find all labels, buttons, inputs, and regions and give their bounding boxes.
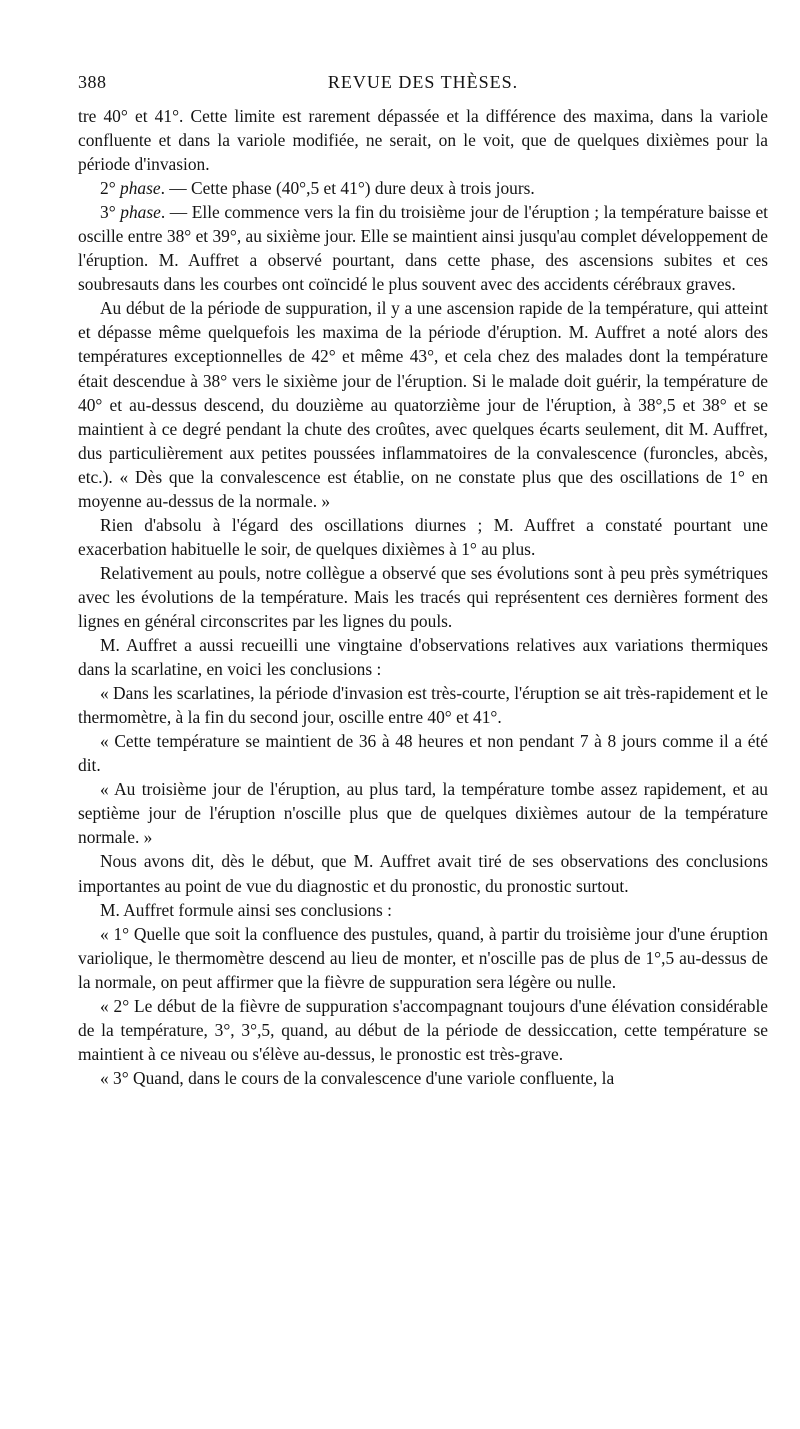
page-number: 388 [78,72,107,92]
body-text [78,104,768,1090]
paragraph-diurnal-oscillations: Rien d'absolu à l'égard des oscillations diurnes ; M. Auffret a constaté pourtant une exacerbation habituelle le soir, de quelques dixièmes à 1° au plus. [78,514,768,559]
running-title: REVUE DES THÈSES. [327,72,519,92]
paragraph-phase-3: 3° phase. — Elle commence vers la fin du troisième jour de l'éruption ; la température baisse et oscille entre 38° et 39°, au sixième jour. Elle se maintient ainsi jusqu'au complet développement de l'éruption. M. Auffret a observé pourtant, dans cette phase, des ascensions subites et ces soubresauts dans les courbes ont coïncidé le plus souvent avec des accidents cérébraux graves. [78,202,769,295]
paragraph-conclusion-1: « 1° Quelle que soit la confluence des pustules, quand, à partir du troisième jour d'une éruption variolique, le thermomètre descend au lieu de monter, et n'oscille pas de plus de 1°,5 au-dessus de la normale, on peut affirmer que la fièvre de suppuration sera légère ou nulle. [78,923,768,992]
paragraph-conclusions-intro: M. Auffret formule ainsi ses conclusions : [100,899,392,920]
paragraph-scarlatina-quote-2: « Cette température se maintient de 36 à 48 heures et non pendant 7 à 8 jours comme il a été dit. [78,731,768,776]
paragraph-conclusion-3: « 3° Quand, dans le cours de la convalescence d'une variole confluente, la [100,1067,615,1088]
paragraph-conclusion-2: « 2° Le début de la fièvre de suppuration s'accompagnant toujours d'une élévation considérable de la température, 3°, 3°,5, quand, au début de la période de dessiccation, cette température se maintient à ce niveau ou s'élève au-dessus, le pronostic est très-grave. [78,995,768,1064]
paragraph-phase-2: 2° phase. — Cette phase (40°,5 et 41°) dure deux à trois jours. [100,178,535,199]
paragraph-scarlatina-intro: M. Auffret a aussi recueilli une vingtaine d'observations relatives aux variations thermiques dans la scarlatine, en voici les conclusions : [78,635,768,680]
paragraph-continuation: tre 40° et 41°. Cette limite est rarement dépassée et la différence des maxima, dans la variole confluente et dans la variole modifiée, ne serait, on le voit, que de quelques dixièmes pour la période d'invasion. [78,106,768,175]
paragraph-scarlatina-quote-1: « Dans les scarlatines, la période d'invasion est très-courte, l'éruption se ait très-rapidement et le thermomètre, à la fin du second jour, oscille entre 40° et 41°. [78,683,768,728]
page-header [78,72,768,96]
paragraph-pulse: Relativement au pouls, notre collègue a observé que ses évolutions sont à peu près symétriques avec les évolutions de la température. Mais les tracés qui représentent ces dernières forment des lignes en général circonscrites par les lignes du pouls. [78,562,768,631]
paragraph-diagnostic: Nous avons dit, dès le début, que M. Auffret avait tiré de ses observations des conclusions importantes au point de vue du diagnostic et du pronostic, du pronostic surtout. [78,851,768,896]
paragraph-scarlatina-quote-3: « Au troisième jour de l'éruption, au plus tard, la température tombe assez rapidement, et au septième jour de l'éruption n'oscille plus que de quelques dixièmes autour de la température normale. » [78,779,768,848]
paragraph-suppuration: Au début de la période de suppuration, il y a une ascension rapide de la température, qui atteint et dépasse même quelquefois les maxima de la période d'éruption. M. Auffret a noté alors des températures exceptionnelles de 42° et même 43°, et cela chez des malades dont la température était descendue à 38° vers le sixième jour de l'éruption. Si le malade doit guérir, la température de 40° et au-dessus descend, du douzième au quatorzième jour de l'éruption, à 38°,5 et 38° et se maintient à ce degré pendant la chute des croûtes, avec quelques écarts seulement, dit M. Auffret, dus particulièrement aux petites poussées inflammatoires de la convalescence (furoncles, abcès, etc.). « Dès que la convalescence est établie, on ne constate plus que des oscillations de 1° en moyenne au-dessus de la normale. » [78,298,768,511]
